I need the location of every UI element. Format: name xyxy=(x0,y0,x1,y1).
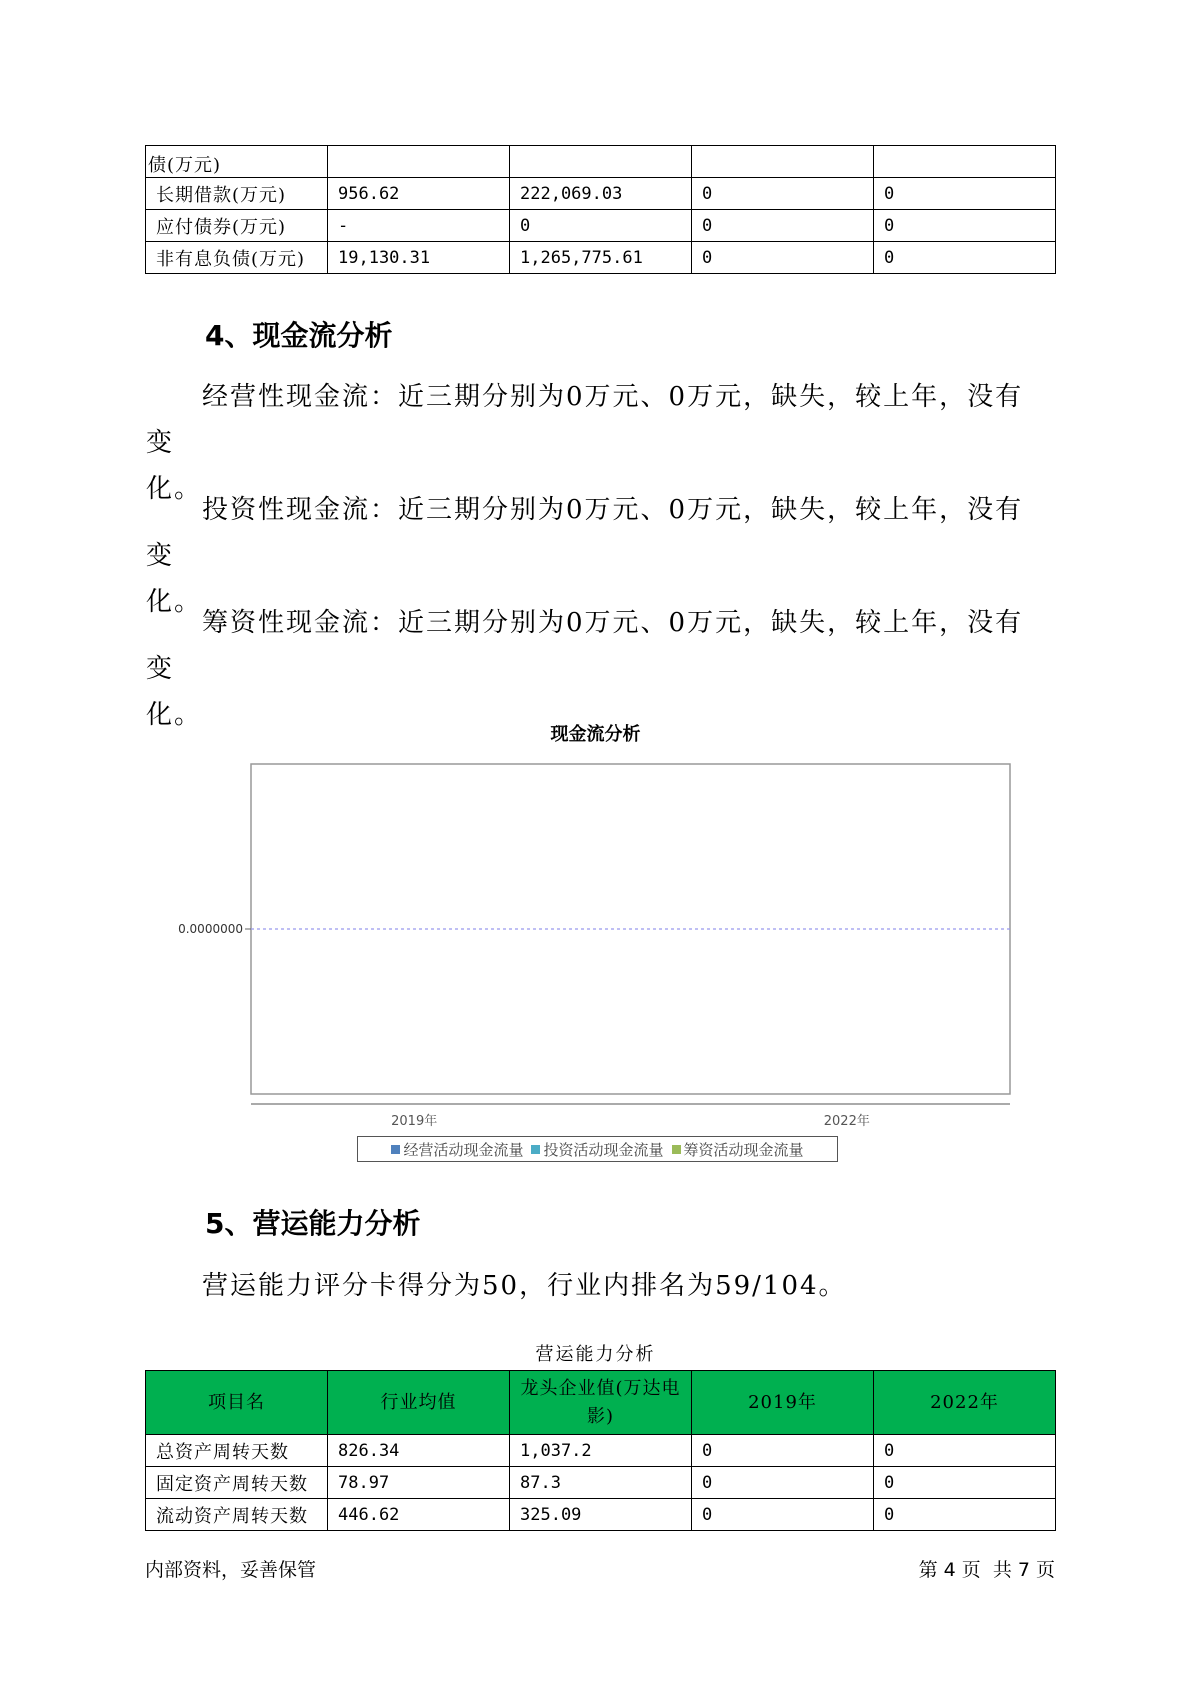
table-row xyxy=(146,1435,1056,1467)
cell: 0 xyxy=(692,1467,874,1499)
paragraph-line: 投资性现金流：近三期分别为0万元、0万元，缺失，较上年，没有变 xyxy=(146,495,1024,571)
cell: 0 xyxy=(692,242,874,274)
column-header: 2022年 xyxy=(874,1371,1056,1435)
cell: 0 xyxy=(874,1467,1056,1499)
y-tick-label: 0.0000000 xyxy=(178,922,243,936)
legend-swatch-icon xyxy=(531,1145,540,1154)
cell: 1,265,775.61 xyxy=(510,242,692,274)
legend-label: 投资活动现金流量 xyxy=(543,1140,664,1159)
legend-item xyxy=(672,1139,804,1160)
legend-swatch-icon xyxy=(672,1145,681,1154)
row-label: 总资产周转天数 xyxy=(146,1435,328,1467)
row-label: 长期借款(万元) xyxy=(146,178,328,210)
cell: 826.34 xyxy=(328,1435,510,1467)
table-header-row xyxy=(146,1371,1056,1435)
cell: 446.62 xyxy=(328,1499,510,1531)
column-header: 龙头企业值(万达电影) xyxy=(510,1371,692,1435)
row-label: 应付债券(万元) xyxy=(146,210,328,242)
column-header: 2019年 xyxy=(692,1371,874,1435)
footer-note: 内部资料，妥善保管 xyxy=(145,1559,317,1581)
paragraph-operations-score xyxy=(146,1263,1046,1309)
cell: 0 xyxy=(692,1435,874,1467)
chart-title: 现金流分析 xyxy=(550,724,641,745)
paragraph-line: 化。 xyxy=(146,700,203,730)
cell: - xyxy=(328,210,510,242)
cell: 19,130.31 xyxy=(328,242,510,274)
row-label: 流动资产周转天数 xyxy=(146,1499,328,1531)
cell: 325.09 xyxy=(510,1499,692,1531)
legend-item xyxy=(531,1139,663,1160)
legend-item xyxy=(391,1139,523,1160)
paragraph-line: 化。 xyxy=(146,587,203,617)
row-label: 非有息负债(万元) xyxy=(146,242,328,274)
chart-legend xyxy=(357,1136,838,1162)
cell: 0 xyxy=(692,210,874,242)
cell: 78.97 xyxy=(328,1467,510,1499)
cell: 0 xyxy=(510,210,692,242)
legend-swatch-icon xyxy=(391,1145,400,1154)
cell: 0 xyxy=(874,178,1056,210)
cell: 0 xyxy=(874,1499,1056,1531)
cell: 222,069.03 xyxy=(510,178,692,210)
cell: 87.3 xyxy=(510,1467,692,1499)
legend-label: 筹资活动现金流量 xyxy=(683,1140,804,1159)
table-row xyxy=(146,1499,1056,1531)
table-caption: 营运能力分析 xyxy=(535,1344,656,1365)
cell: 956.62 xyxy=(328,178,510,210)
column-header: 项目名 xyxy=(146,1371,328,1435)
cell: 0 xyxy=(874,242,1056,274)
x-tick-label: 2019年 xyxy=(391,1114,438,1129)
cell: 0 xyxy=(692,1499,874,1531)
legend-label: 经营活动现金流量 xyxy=(403,1140,524,1159)
x-tick-label: 2022年 xyxy=(823,1114,870,1129)
operations-table xyxy=(145,1370,1056,1531)
section-heading: 5、营运能力分析 xyxy=(205,1207,421,1240)
cell: 1,037.2 xyxy=(510,1435,692,1467)
cell: 0 xyxy=(692,178,874,210)
paragraph-line: 经营性现金流：近三期分别为0万元、0万元，缺失，较上年，没有变 xyxy=(146,382,1024,458)
page-number: 第 4 页 共 7 页 xyxy=(918,1559,1055,1581)
paragraph-line: 化。 xyxy=(146,474,203,504)
paragraph-line: 筹资性现金流：近三期分别为0万元、0万元，缺失，较上年，没有变 xyxy=(146,608,1024,684)
row-label: 固定资产周转天数 xyxy=(146,1467,328,1499)
section-heading: 4、现金流分析 xyxy=(205,319,393,352)
table-row xyxy=(146,1467,1056,1499)
paragraph-line: 营运能力评分卡得分为50，行业内排名为59/104。 xyxy=(202,1271,847,1301)
cell: 0 xyxy=(874,210,1056,242)
column-header: 行业均值 xyxy=(328,1371,510,1435)
row-label: 债(万元) xyxy=(146,146,328,178)
cell: 0 xyxy=(874,1435,1056,1467)
